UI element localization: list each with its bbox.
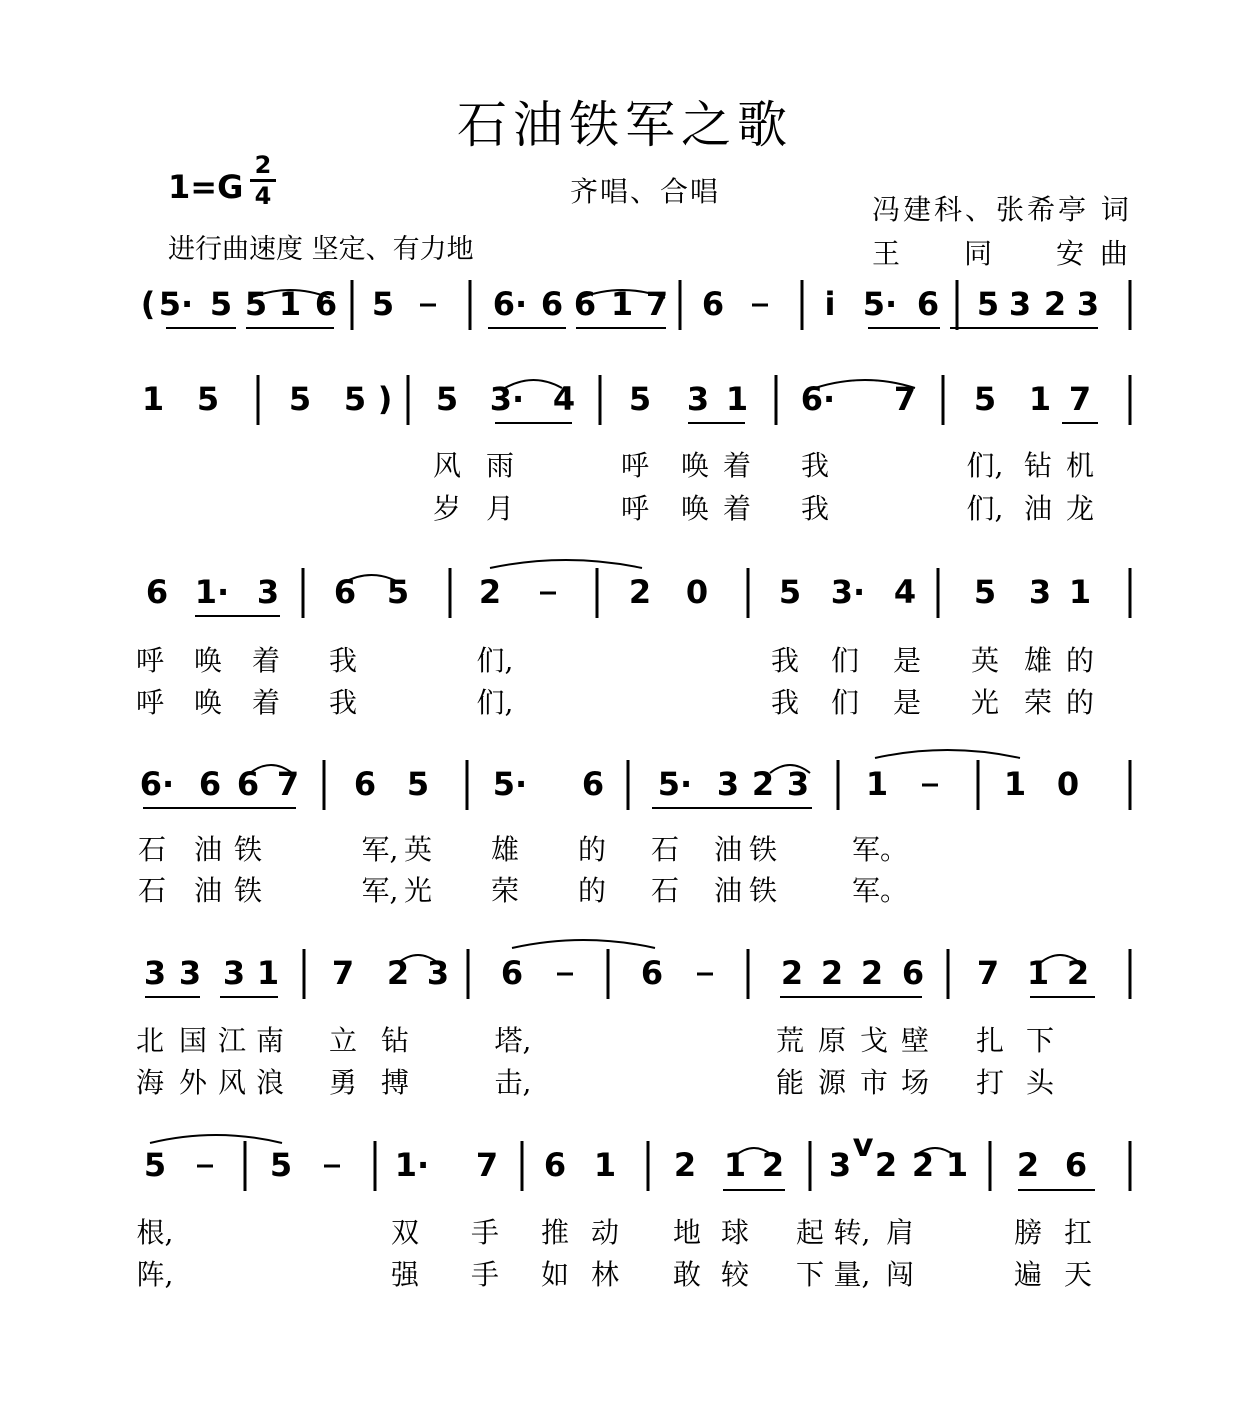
note: 6 bbox=[916, 285, 940, 323]
lyric-verse2: 强 bbox=[390, 1258, 420, 1291]
lyric-verse1: 英 bbox=[970, 644, 1000, 677]
lyric-verse1: 的 bbox=[1065, 644, 1095, 677]
note: 1 bbox=[278, 285, 302, 323]
lyric-verse1: 军。 bbox=[851, 833, 909, 866]
lyric-verse1: 动 bbox=[590, 1216, 620, 1249]
lyric-verse2: 搏 bbox=[380, 1066, 410, 1099]
lyric-verse2: 石 bbox=[137, 874, 167, 907]
lyric-verse2: 天 bbox=[1063, 1258, 1093, 1291]
lyric-verse1: 着 bbox=[722, 449, 752, 482]
note: 3 bbox=[1008, 285, 1032, 323]
lyric-verse2: 呼 bbox=[135, 686, 165, 719]
lyric-verse1: 呼 bbox=[620, 449, 650, 482]
note: 5 bbox=[143, 1146, 167, 1184]
lyric-verse2: 阵, bbox=[136, 1258, 174, 1291]
lyric-verse2: 们, bbox=[476, 686, 514, 719]
lyric-verse1: 英 bbox=[403, 833, 433, 866]
tempo-marking: 进行曲速度 坚定、有力地 bbox=[168, 234, 474, 265]
note: 5 bbox=[973, 573, 997, 611]
lyric-verse1: 推 bbox=[540, 1216, 570, 1249]
note: 2 bbox=[478, 573, 502, 611]
lyric-verse2: 风 bbox=[217, 1066, 247, 1099]
note: 0 bbox=[1056, 765, 1080, 803]
lyric-verse2: 们, bbox=[966, 492, 1004, 525]
lyric-verse1: 起 bbox=[795, 1216, 825, 1249]
note: 6· bbox=[800, 380, 836, 418]
note: 7 bbox=[276, 765, 300, 803]
note: 5 bbox=[244, 285, 268, 323]
note: 2 bbox=[780, 954, 804, 992]
note: 4 bbox=[893, 573, 917, 611]
note: 5· bbox=[657, 765, 693, 803]
note: 1 bbox=[1028, 380, 1052, 418]
note: 5 bbox=[343, 380, 367, 418]
note: 0 bbox=[685, 573, 709, 611]
lyric-verse1: 机 bbox=[1065, 449, 1095, 482]
lyric-verse2: 呼 bbox=[620, 492, 650, 525]
note: 7 bbox=[331, 954, 355, 992]
note: 1 bbox=[1026, 954, 1050, 992]
lyric-verse2: 浪 bbox=[255, 1066, 285, 1099]
time-signature-denominator: 4 bbox=[254, 182, 272, 210]
lyric-verse2: 唤 bbox=[193, 686, 223, 719]
lyric-verse1: 膀 bbox=[1013, 1216, 1043, 1249]
note: 6 bbox=[581, 765, 605, 803]
lyric-verse1: 国 bbox=[178, 1024, 208, 1057]
lyric-verse1: 北 bbox=[135, 1024, 165, 1057]
note: 4 bbox=[552, 380, 576, 418]
lyric-verse1: 们, bbox=[476, 644, 514, 677]
lyric-verse2: 我 bbox=[328, 686, 358, 719]
note: 5 bbox=[973, 380, 997, 418]
lyric-verse1: 石 bbox=[137, 833, 167, 866]
composer-char: 安 bbox=[1056, 237, 1085, 270]
lyric-verse1: 油 bbox=[713, 833, 743, 866]
key-signature: 1=G bbox=[168, 168, 244, 206]
note: 1 bbox=[945, 1146, 969, 1184]
note: 3 bbox=[716, 765, 740, 803]
note: 5 bbox=[196, 380, 220, 418]
note: 3 bbox=[178, 954, 202, 992]
note: 5 bbox=[778, 573, 802, 611]
note: 3 bbox=[828, 1146, 852, 1184]
lyric-verse2: 我 bbox=[770, 686, 800, 719]
lyric-verse1: 的 bbox=[577, 833, 607, 866]
note: 2 bbox=[628, 573, 652, 611]
note: 2 bbox=[874, 1146, 898, 1184]
lyric-verse1: 荒 bbox=[775, 1024, 805, 1057]
note: 3 bbox=[786, 765, 810, 803]
lyric-verse2: 岁 bbox=[432, 492, 462, 525]
lyric-verse2: 能 bbox=[775, 1066, 805, 1099]
note: 5· bbox=[158, 285, 194, 323]
lyric-verse2: 遍 bbox=[1013, 1258, 1043, 1291]
note: 3 bbox=[256, 573, 280, 611]
breath-mark: v bbox=[852, 1126, 874, 1164]
time-signature-numerator: 2 bbox=[254, 151, 272, 179]
lyric-verse2: 较 bbox=[720, 1258, 750, 1291]
note: 1 bbox=[593, 1146, 617, 1184]
composer-role: 曲 bbox=[1100, 237, 1129, 270]
note: 6· bbox=[139, 765, 175, 803]
note: 3 bbox=[143, 954, 167, 992]
lyric-verse2: 唤 bbox=[680, 492, 710, 525]
note: 6 bbox=[333, 573, 357, 611]
lyric-verse2: 铁 bbox=[748, 874, 778, 907]
note: 2 bbox=[751, 765, 775, 803]
note: 6 bbox=[236, 765, 260, 803]
lyric-verse2: 龙 bbox=[1065, 492, 1095, 525]
note: 1· bbox=[394, 1146, 430, 1184]
lyric-verse2: 场 bbox=[900, 1066, 930, 1099]
lyric-verse2: 闯 bbox=[885, 1258, 915, 1291]
lyric-verse1: 球 bbox=[720, 1216, 750, 1249]
note: 3 bbox=[1028, 573, 1052, 611]
lyric-verse2: 月 bbox=[485, 492, 515, 525]
lyric-verse1: 雨 bbox=[485, 449, 515, 482]
lyric-verse2: 手 bbox=[470, 1258, 500, 1291]
lyric-verse2: 着 bbox=[722, 492, 752, 525]
note: 2 bbox=[761, 1146, 785, 1184]
note: 5 bbox=[386, 573, 410, 611]
composer-char: 同 bbox=[964, 237, 993, 270]
tie bbox=[512, 940, 655, 948]
song-title: 石油铁军之歌 bbox=[457, 96, 793, 154]
lyric-verse1: 着 bbox=[251, 644, 281, 677]
note: 5· bbox=[862, 285, 898, 323]
note: 5 bbox=[269, 1146, 293, 1184]
lyric-verse2: 石 bbox=[650, 874, 680, 907]
note: 3 bbox=[686, 380, 710, 418]
lyric-verse2: 海 bbox=[135, 1066, 165, 1099]
note: 5 bbox=[371, 285, 395, 323]
note: ) bbox=[377, 380, 393, 418]
note: 7 bbox=[893, 380, 917, 418]
lyric-verse1: 雄 bbox=[1023, 644, 1053, 677]
note: 6 bbox=[573, 285, 597, 323]
note: 1· bbox=[194, 573, 230, 611]
lyric-verse1: 戈 bbox=[859, 1024, 889, 1057]
note: 2 bbox=[673, 1146, 697, 1184]
note: 6 bbox=[540, 285, 564, 323]
lyric-verse2: 是 bbox=[892, 686, 922, 719]
lyric-verse2: 的 bbox=[1065, 686, 1095, 719]
note: 2 bbox=[911, 1146, 935, 1184]
note: 1 bbox=[1003, 765, 1027, 803]
lyric-verse2: 源 bbox=[817, 1066, 847, 1099]
lyric-verse1: 手 bbox=[470, 1216, 500, 1249]
note: 5 bbox=[288, 380, 312, 418]
lyric-verse2: 铁 bbox=[233, 874, 263, 907]
lyric-verse2: 如 bbox=[540, 1258, 570, 1291]
lyric-verse2: 打 bbox=[975, 1066, 1005, 1099]
note: 7 bbox=[645, 285, 669, 323]
lyric-verse2: 下 bbox=[795, 1258, 825, 1291]
lyric-verse1: 呼 bbox=[135, 644, 165, 677]
lyric-verse1: 铁 bbox=[748, 833, 778, 866]
note: 3 bbox=[1076, 285, 1100, 323]
note: 3 bbox=[426, 954, 450, 992]
lyric-verse2: 的 bbox=[577, 874, 607, 907]
lyric-verse1: 肩 bbox=[885, 1216, 915, 1249]
lyric-verse1: 军, bbox=[361, 833, 399, 866]
note: 6 bbox=[198, 765, 222, 803]
lyric-verse2: 荣 bbox=[490, 874, 520, 907]
lyric-verse1: 我 bbox=[770, 644, 800, 677]
lyric-verse1: 原 bbox=[817, 1024, 847, 1057]
note: 7 bbox=[976, 954, 1000, 992]
note: 5 bbox=[435, 380, 459, 418]
lyric-verse1: 我 bbox=[328, 644, 358, 677]
lyric-verse1: 双 bbox=[390, 1216, 420, 1249]
lyric-verse1: 们 bbox=[830, 644, 860, 677]
note: 2 bbox=[1066, 954, 1090, 992]
lyric-verse1: 雄 bbox=[490, 833, 520, 866]
lyric-verse2: 军。 bbox=[851, 874, 909, 907]
note: 3· bbox=[830, 573, 866, 611]
lyric-verse2: 荣 bbox=[1023, 686, 1053, 719]
lyric-verse1: 扎 bbox=[975, 1024, 1005, 1057]
lyric-verse2: 油 bbox=[1023, 492, 1053, 525]
note: 5· bbox=[492, 765, 528, 803]
lyric-verse1: 根, bbox=[136, 1216, 174, 1249]
note: 5 bbox=[209, 285, 233, 323]
lyric-verse1: 是 bbox=[892, 644, 922, 677]
lyric-verse1: 钻 bbox=[1023, 449, 1053, 482]
note: 6 bbox=[640, 954, 664, 992]
note: 1 bbox=[723, 1146, 747, 1184]
tie bbox=[490, 560, 642, 568]
lyric-verse1: 油 bbox=[193, 833, 223, 866]
lyric-verse1: 转, bbox=[833, 1216, 871, 1249]
lyric-verse2: 林 bbox=[590, 1258, 620, 1291]
lyric-verse1: 风 bbox=[432, 449, 462, 482]
note: 5 bbox=[406, 765, 430, 803]
note: ( bbox=[140, 285, 156, 323]
lyric-verse2: 油 bbox=[193, 874, 223, 907]
note: 6 bbox=[314, 285, 338, 323]
note: 1 bbox=[610, 285, 634, 323]
lyric-verse1: 江 bbox=[217, 1024, 247, 1057]
tie bbox=[875, 750, 1020, 758]
note: 1 bbox=[725, 380, 749, 418]
lyric-verse1: 南 bbox=[255, 1024, 285, 1057]
lyric-verse2: 光 bbox=[403, 874, 433, 907]
lyric-verse2: 敢 bbox=[672, 1258, 702, 1291]
lyric-verse1: 我 bbox=[800, 449, 830, 482]
lyric-verse1: 钻 bbox=[380, 1024, 410, 1057]
lyric-verse2: 量, bbox=[833, 1258, 871, 1291]
lyric-verse2: 光 bbox=[970, 686, 1000, 719]
note: 1 bbox=[141, 380, 165, 418]
note: 7 bbox=[475, 1146, 499, 1184]
note: 6 bbox=[901, 954, 925, 992]
note: 2 bbox=[1016, 1146, 1040, 1184]
lyric-verse1: 唤 bbox=[680, 449, 710, 482]
lyric-verse1: 铁 bbox=[233, 833, 263, 866]
tie bbox=[150, 1135, 282, 1143]
note: 6 bbox=[543, 1146, 567, 1184]
note: i bbox=[824, 285, 836, 323]
note: 6 bbox=[1064, 1146, 1088, 1184]
lyric-verse2: 着 bbox=[251, 686, 281, 719]
note: 1 bbox=[256, 954, 280, 992]
lyric-verse1: 地 bbox=[672, 1216, 702, 1249]
note: 6 bbox=[500, 954, 524, 992]
lyric-verse1: 立 bbox=[328, 1024, 358, 1057]
note: 1 bbox=[1068, 573, 1092, 611]
note: 1 bbox=[865, 765, 889, 803]
lyric-verse2: 击, bbox=[494, 1066, 532, 1099]
lyric-verse1: 唤 bbox=[193, 644, 223, 677]
lyric-verse2: 头 bbox=[1025, 1066, 1055, 1099]
lyric-verse2: 市 bbox=[859, 1066, 889, 1099]
lyric-verse2: 们 bbox=[830, 686, 860, 719]
note: 5 bbox=[976, 285, 1000, 323]
note: 6 bbox=[353, 765, 377, 803]
lyric-verse2: 油 bbox=[713, 874, 743, 907]
composer-char: 王 bbox=[872, 237, 901, 270]
note: 2 bbox=[820, 954, 844, 992]
lyric-verse1: 下 bbox=[1025, 1024, 1055, 1057]
lyric-verse1: 们, bbox=[966, 449, 1004, 482]
note: 6 bbox=[701, 285, 725, 323]
note: 6· bbox=[492, 285, 528, 323]
note: 2 bbox=[386, 954, 410, 992]
note: 5 bbox=[628, 380, 652, 418]
lyric-verse2: 我 bbox=[800, 492, 830, 525]
lyric-verse2: 外 bbox=[178, 1066, 208, 1099]
note: 3· bbox=[489, 380, 525, 418]
lyric-verse1: 塔, bbox=[494, 1024, 532, 1057]
note: 6 bbox=[145, 573, 169, 611]
lyric-verse2: 军, bbox=[361, 874, 399, 907]
note: 3 bbox=[222, 954, 246, 992]
note: 2 bbox=[860, 954, 884, 992]
lyricist-credit: 冯建科、张希亭 词 bbox=[872, 193, 1132, 226]
lyric-verse1: 扛 bbox=[1063, 1216, 1093, 1249]
note: 2 bbox=[1043, 285, 1067, 323]
lyric-verse1: 壁 bbox=[900, 1024, 930, 1057]
lyric-verse1: 石 bbox=[650, 833, 680, 866]
note: 7 bbox=[1068, 380, 1092, 418]
performance-style: 齐唱、合唱 bbox=[570, 175, 721, 208]
lyric-verse2: 勇 bbox=[328, 1066, 358, 1099]
